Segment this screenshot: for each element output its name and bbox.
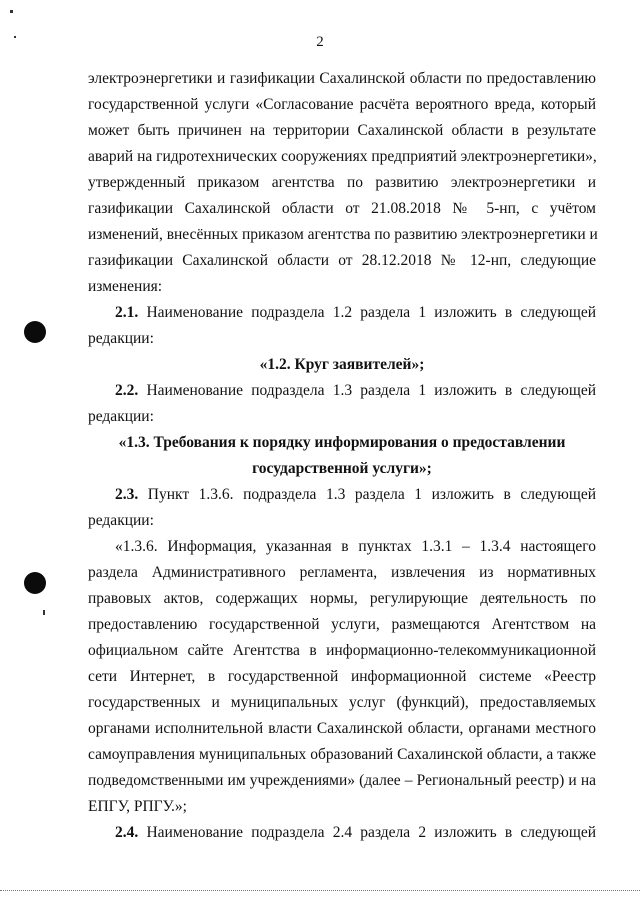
text-line: изменений, внесённых приказом агентства по развитию электроэнергетики и	[88, 226, 598, 243]
item-number: 2.4.	[115, 824, 139, 841]
text-line: может быть причинен на территории Сахалинской области в результате	[88, 122, 596, 139]
item-number: 2.2.	[115, 382, 139, 399]
section-heading: государственной услуги»;	[252, 460, 432, 477]
quote-line: самоуправления муниципальных образований Сахалинской области, а также	[88, 746, 596, 763]
item-text: Наименование подраздела 2.4 раздела 2 изложить в следующей	[138, 824, 596, 841]
punch-hole-mark	[24, 321, 46, 343]
quote-line: сети Интернет, в государственной информационной системе «Реестр	[88, 668, 596, 685]
quote-line: органами исполнительной власти Сахалинской области, органами местного	[88, 720, 596, 737]
item-2-3-line	[115, 482, 596, 508]
quote-line: предоставлению государственной услуги, размещаются Агентством на	[88, 616, 596, 633]
item-2-1-line	[115, 300, 596, 326]
quote-line: официальном сайте Агентства в информационно-телекоммуникационной	[88, 642, 596, 659]
scan-speck	[43, 610, 45, 615]
text-line: газификации Сахалинской области от 28.12.2018 № 12-нп, следующие	[88, 252, 596, 269]
scan-speck	[10, 10, 13, 13]
quote-line: подведомственными им учреждениями» (далее – Региональный реестр) и на	[88, 772, 596, 789]
quote-line: правовых актов, содержащих нормы, регулирующие деятельность по	[88, 590, 596, 607]
item-2-4-line	[115, 820, 596, 846]
text-line: изменения:	[88, 278, 163, 295]
text-line: утвержденный приказом агентства по развитию электроэнергетики и	[88, 174, 596, 191]
quote-line: государственных и муниципальных услуг (функций), предоставляемых	[88, 694, 596, 711]
item-text: Пункт 1.3.6. подраздела 1.3 раздела 1 изложить в следующей	[138, 486, 596, 503]
page-number: 2	[316, 34, 324, 50]
scan-edge-line	[0, 890, 640, 891]
text-line: редакции:	[88, 408, 154, 425]
text-line: редакции:	[88, 512, 154, 529]
text-line: аварий на гидротехнических сооружениях предприятий электроэнергетики»,	[88, 148, 597, 165]
item-text: Наименование подраздела 1.3 раздела 1 изложить в следующей	[138, 382, 596, 399]
item-number: 2.1.	[115, 304, 139, 321]
section-heading: «1.2. Круг заявителей»;	[259, 356, 425, 373]
quote-line: раздела Административного регламента, извлечения из нормативных	[88, 564, 596, 581]
item-number: 2.3.	[115, 486, 139, 503]
text-line: государственной услуги «Согласование расчёта вероятного вреда, который	[88, 96, 596, 113]
text-line: электроэнергетики и газификации Сахалинской области по предоставлению	[88, 70, 596, 87]
quote-line: «1.3.6. Информация, указанная в пунктах 1.3.1 – 1.3.4 настоящего	[115, 538, 596, 555]
item-text: Наименование подраздела 1.2 раздела 1 изложить в следующей	[138, 304, 596, 321]
quote-line: ЕПГУ, РПГУ.»;	[88, 798, 187, 815]
text-line: редакции:	[88, 330, 154, 347]
text-line: газификации Сахалинской области от 21.08.2018 № 5-нп, с учётом	[88, 200, 596, 217]
item-2-2-line	[115, 378, 596, 404]
section-heading: «1.3. Требования к порядку информирования о предоставлении	[118, 434, 566, 451]
punch-hole-mark	[24, 572, 46, 594]
